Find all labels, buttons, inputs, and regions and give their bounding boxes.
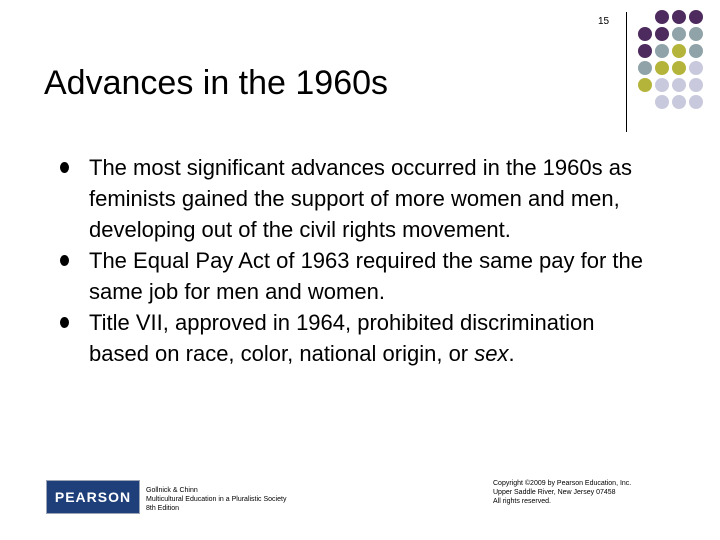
decorative-dot: [655, 95, 669, 109]
book-authors: Gollnick & Chinn: [146, 487, 198, 494]
bullet-list: [60, 152, 660, 369]
decorative-dot: [689, 10, 703, 24]
decorative-dot: [655, 78, 669, 92]
bullet-icon: [60, 255, 69, 266]
slide-title: Advances in the 1960s: [44, 64, 389, 102]
book-citation: [146, 486, 286, 513]
bullet-icon: [60, 162, 69, 173]
decorative-dot: [638, 44, 652, 58]
decorative-dot: [672, 44, 686, 58]
decorative-dot: [655, 27, 669, 41]
pearson-logo: [46, 480, 140, 514]
decorative-dot-grid: [638, 10, 718, 110]
decorative-dot: [672, 78, 686, 92]
decorative-dot: [689, 27, 703, 41]
book-title: Multicultural Education in a Pluralistic Society: [146, 496, 287, 503]
decorative-dot: [689, 95, 703, 109]
copyright-notice: [493, 479, 631, 506]
decorative-dot: [672, 27, 686, 41]
bullet-item: [60, 152, 660, 245]
page-number: 15: [598, 16, 610, 27]
pearson-logo-text: PEARSON: [54, 489, 132, 505]
decorative-dot: [655, 10, 669, 24]
bullet-item: [60, 245, 660, 307]
bullet-text: The Equal Pay Act of 1963 required the same pay for the same job for men and women.: [89, 248, 644, 304]
decorative-dot: [638, 61, 652, 75]
vertical-divider: [626, 12, 627, 132]
book-edition: 8th Edition: [146, 505, 180, 512]
decorative-dot: [689, 61, 703, 75]
decorative-dot: [638, 78, 652, 92]
copyright-line: Copyright ©2009 by Pearson Education, Inc.: [493, 480, 632, 487]
bullet-icon: [60, 317, 69, 328]
decorative-dot: [672, 61, 686, 75]
decorative-dot: [689, 44, 703, 58]
bullet-end: .: [508, 341, 515, 366]
decorative-dot: [689, 78, 703, 92]
decorative-dot: [672, 10, 686, 24]
decorative-dot: [672, 95, 686, 109]
bullet-emphasis: sex: [474, 341, 509, 366]
bullet-item: [60, 307, 660, 369]
decorative-dot: [638, 27, 652, 41]
bullet-text: The most significant advances occurred in the 1960s as feminists gained the support of more women and men, developing out of the civil rights movement.: [89, 155, 632, 242]
decorative-dot: [655, 61, 669, 75]
bullet-text: Title VII, approved in 1964, prohibited discrimination based on race, color, national origin, or: [89, 310, 595, 366]
decorative-dot: [655, 44, 669, 58]
copyright-address: Upper Saddle River, New Jersey 07458: [493, 489, 616, 496]
copyright-rights: All rights reserved.: [493, 498, 551, 505]
